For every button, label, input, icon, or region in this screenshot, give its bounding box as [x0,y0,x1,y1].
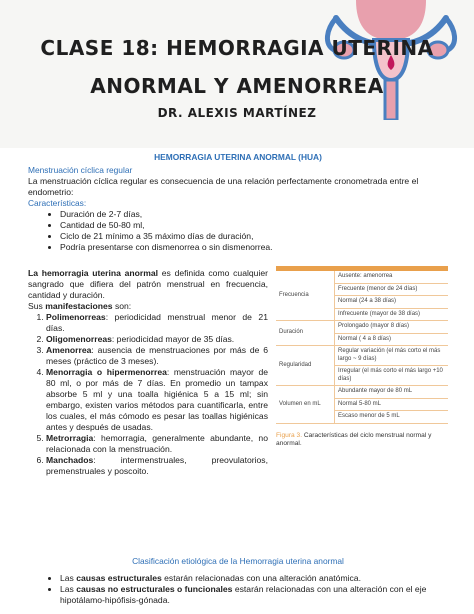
manifestations-term: manifestaciones [45,301,113,311]
table-row [276,386,448,399]
table-row [276,346,448,366]
page-title-line1: CLASE 18: HEMORRAGIA UTERINA [40,36,434,60]
table-category: Duración [276,321,335,346]
item-term: Polimenorreas [46,312,106,322]
figure-caption [276,432,448,448]
item-term: Amenorrea [46,345,92,355]
item-desc: : intermenstruales, preovulatorios, premenstruales y poscoito. [46,455,268,476]
subhead-menstruacion: Menstruación cíclica regular [28,165,133,175]
item-desc: estarán relacionadas con una alteración con el eje hipotálamo-hipófisis-gónada. [60,584,427,605]
item-desc: : ausencia de menstruaciones por más de 6 meses (práctico de 3 meses). [46,345,268,366]
list-item [46,367,268,433]
characteristics-list [28,209,448,253]
list-item: • Cantidad de 50-80 ml, [60,220,448,231]
etiology-list [28,573,448,606]
table-cell: Irregular (el más corto el más largo +10 días) [335,366,449,386]
list-item [46,433,268,455]
table-cell: Infrecuente (mayor de 38 días) [335,308,449,321]
item-desc: : hemorragia, generalmente abundante, no relacionada con la menstruación. [46,433,268,454]
item-term: causas estructurales [76,573,162,583]
figure-caption-text: Características del ciclo menstrual normal y anormal. [276,431,432,447]
manifestations-list [28,312,268,477]
list-item [60,584,448,606]
sus-text: Sus [28,301,46,311]
section-title-etiology: Clasificación etiológica de la Hemorragia uterina anormal [132,556,344,566]
item-term: causas no estructurales o funcionales [76,584,233,594]
section-title-hua: HEMORRAGIA UTERINA ANORMAL (HUA) [154,152,322,162]
list-item [46,334,268,345]
item-desc: : menstruación mayor de 80 ml, o por más de 7 días. En promedio un tampax absorbe 5 ml y una toalla higiénica 5 a 15 ml; sin embargo, existen varios métodos para cuantificarla, entre los cuales, el más cómodo es pesar las toallas higiénicas antes y después de usadas. [46,367,268,432]
menstrual-cycle-table [276,266,448,448]
list-item [46,345,268,367]
intro-paragraph: La menstruación cíclica regular es consecuencia de una relación perfectamente cronometrada entre el endometrio: [28,176,419,197]
list-item: • Ciclo de 21 mínimo a 35 máximo días de duración, [60,231,448,242]
table-cell: Abundante mayor de 80 mL [335,386,449,399]
item-prefix: Las [60,584,77,594]
uterus-illustration-icon [316,0,466,120]
author-name: DR. ALEXIS MARTÍNEZ [157,106,317,120]
hua-term: La hemorragia uterina anormal [28,268,159,278]
item-term: Menorragia o hipermenorrea [46,367,167,377]
table-cell: Escaso menor de 5 mL [335,411,449,424]
item-term: Manchados [46,455,94,465]
item-desc: : periodicidad menstrual menor de 21 días. [46,312,268,333]
item-desc: : periodicidad mayor de 35 días. [111,334,235,344]
characteristics-heading: Características: [28,198,87,208]
list-item [46,455,268,477]
intro-section [28,152,448,253]
etiology-section [28,556,448,606]
manifestations-intro [28,301,268,312]
list-item [60,573,448,584]
item-prefix: Las [60,573,77,583]
hua-definition [28,268,268,301]
table-category: Frecuencia [276,271,335,321]
list-item: • Podría presentarse con dismenorrea o sin dismenorrea. [60,242,448,253]
sus-end-text: son: [112,301,132,311]
item-term: Metrorragia [46,433,94,443]
table-row [276,321,448,334]
table-cell: Ausente: amenorrea [335,271,449,283]
table-category: Volumen en mL [276,386,335,424]
characteristics-table [276,271,448,424]
table-cell: Normal ( 4 a 8 días) [335,333,449,346]
table-cell: Frecuente (menor de 24 días) [335,283,449,296]
hua-definition-section [28,268,268,477]
item-term: Oligomenorreas [46,334,112,344]
figure-label: Figura 3. [276,431,303,439]
table-row [276,271,448,283]
hua-definition-text: es definida como cualquier sangrado que difiera del patrón menstrual en frecuencia, cantidad y duración. [28,268,268,300]
item-desc: estarán relacionadas con una alteración anatómica. [161,573,361,583]
table-category: Regularidad [276,346,335,386]
table-cell: Prolongado (mayor 8 días) [335,321,449,334]
table-cell: Regular variación (el más corto el más largo ~ 9 días) [335,346,449,366]
table-cell: Normal 5-80 mL [335,398,449,411]
table-cell: Normal (24 a 38 días) [335,296,449,309]
header-banner [0,0,474,148]
page-title-line2: ANORMAL Y AMENORREA [90,74,384,98]
list-item [46,312,268,334]
list-item: • Duración de 2-7 días, [60,209,448,220]
